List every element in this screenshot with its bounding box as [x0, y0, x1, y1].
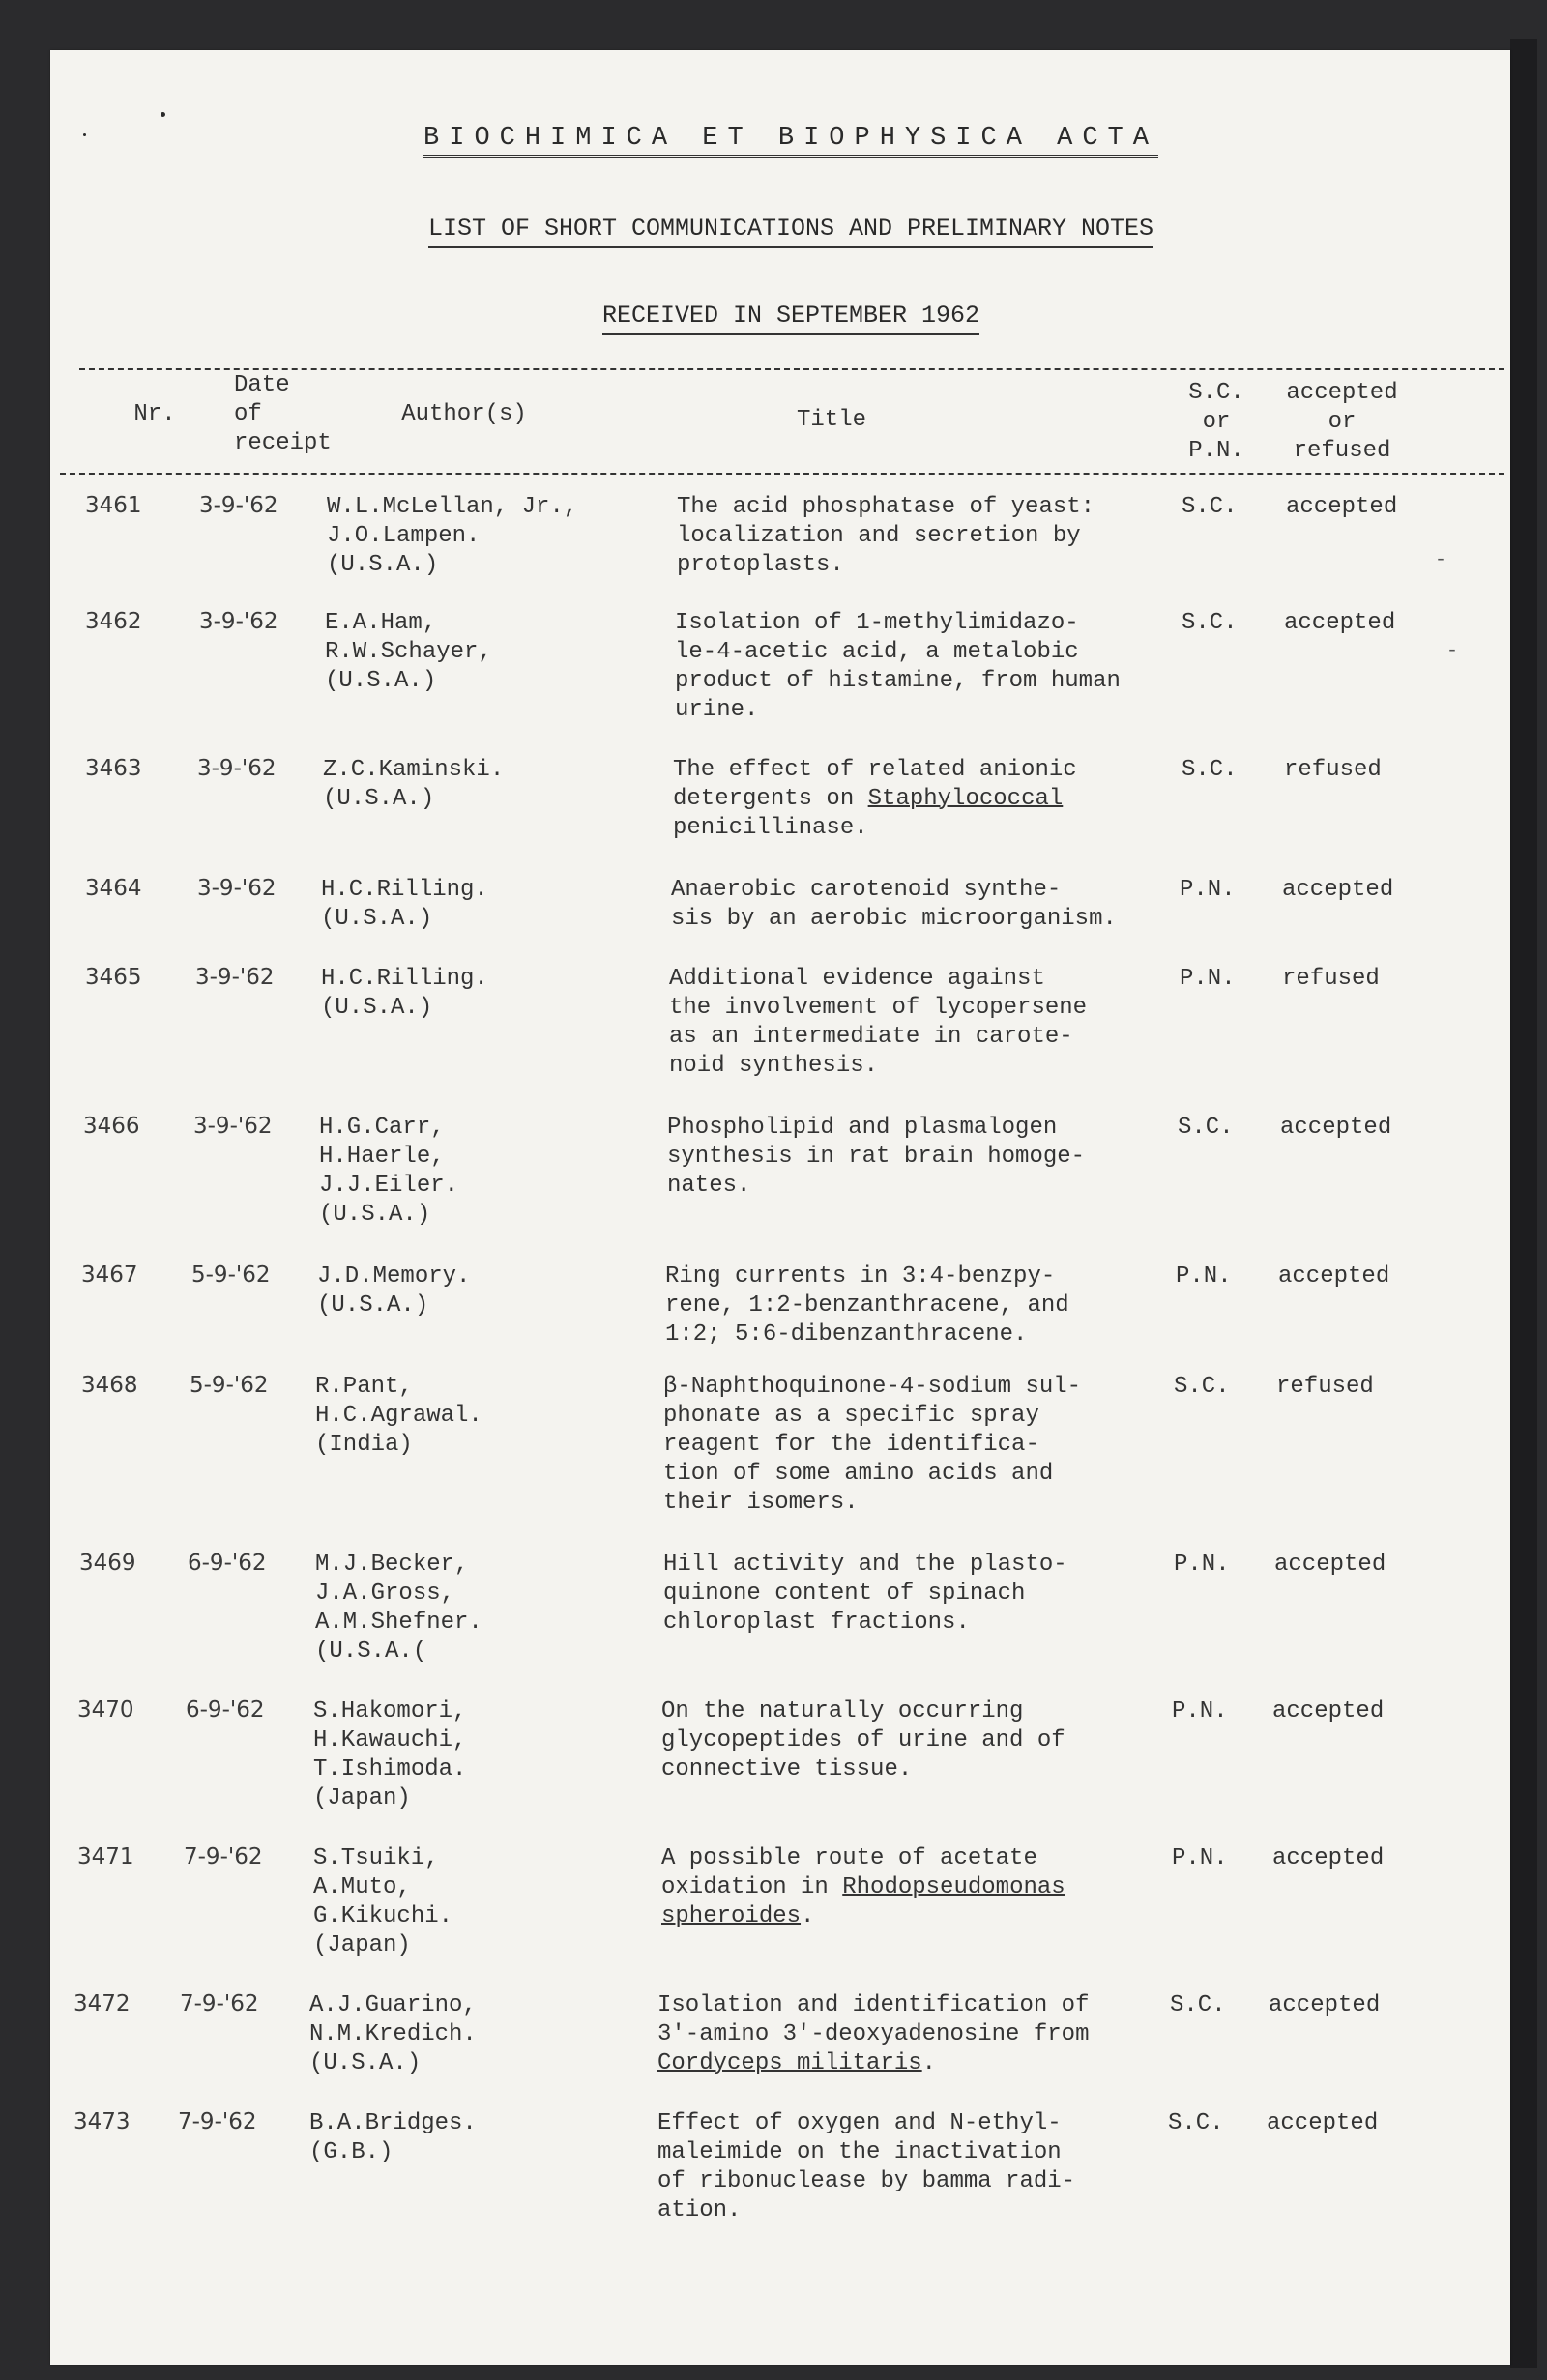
row-title [657, 2109, 1075, 2225]
title-organism: Rhodopseudomonas [842, 1874, 1065, 1901]
row-status: accepted [1278, 1263, 1390, 1290]
row-status: accepted [1284, 610, 1396, 636]
title-organism: Staphylococcal [867, 786, 1064, 812]
margin-mark: - [1446, 640, 1459, 662]
title-text: Phospholipid and plasmalogen synthesis in rat brain homoge- nates. [667, 1115, 1086, 1199]
row-date: 7-9-'62 [178, 2109, 257, 2134]
row-type: S.C. [1182, 757, 1238, 783]
title-text: On the naturally occurring glycopeptides of urine and of connective tissue. [661, 1698, 1065, 1783]
row-status: accepted [1286, 494, 1398, 520]
column-header-type: S.C. or P.N. [1188, 380, 1244, 464]
row-date: 3-9-'62 [199, 609, 278, 634]
row-status: accepted [1269, 1992, 1381, 2018]
row-title [661, 1698, 1065, 1785]
row-status: refused [1276, 1374, 1374, 1400]
column-header-status: accepted or refused [1286, 380, 1398, 464]
row-authors: Z.C.Kaminski. (U.S.A.) [323, 757, 505, 812]
row-date: 3-9-'62 [197, 876, 277, 901]
column-header-date: Date of receipt [234, 372, 332, 456]
row-date: 5-9-'62 [190, 1373, 269, 1398]
title-text: Anaerobic carotenoid synthe- sis by an aerobic microorganism. [671, 877, 1117, 932]
title-text: The effect of related anionic detergents on [673, 757, 1077, 812]
row-type: P.N. [1176, 1263, 1232, 1290]
row-type: P.N. [1180, 877, 1236, 903]
margin-mark: - [1435, 549, 1447, 571]
title-text: . [801, 1903, 815, 1930]
row-title [661, 1844, 1065, 1931]
row-date: 6-9-'62 [186, 1698, 265, 1723]
row-title [669, 965, 1087, 1081]
row-status: accepted [1267, 2110, 1379, 2136]
row-status: accepted [1274, 1552, 1386, 1578]
row-title [667, 1114, 1085, 1201]
row-date: 7-9-'62 [180, 1991, 259, 2017]
row-title [663, 1551, 1067, 1638]
title-text: penicillinase. [673, 815, 868, 841]
row-authors: W.L.McLellan, Jr., J.O.Lampen. (U.S.A.) [327, 494, 578, 578]
row-title [657, 1991, 1089, 2078]
column-header-title: Title [796, 407, 866, 433]
background-edge [1510, 39, 1537, 2368]
row-title [675, 609, 1121, 725]
row-number: 3467 [81, 1263, 138, 1288]
row-date: 3-9-'62 [195, 965, 275, 990]
table-top-rule [79, 368, 1504, 370]
table-header-rule [60, 473, 1504, 475]
title-text: Effect of oxygen and N-ethyl- maleimide on the inactivation of ribonuclease by bamma radi- ation. [657, 2110, 1076, 2223]
row-number: 3465 [85, 965, 142, 990]
journal-title: BIOCHIMICA ET BIOPHYSICA ACTA [17, 124, 1547, 153]
column-header-authors: Author(s) [401, 401, 527, 427]
row-number: 3461 [85, 493, 142, 518]
row-number: 3463 [85, 756, 142, 781]
title-text: . [921, 2050, 937, 2076]
row-authors: A.J.Guarino, N.M.Kredich. (U.S.A.) [309, 1992, 477, 2076]
title-text: β-Naphthoquinone-4-sodium sul- phonate as a specific spray reagent for the identifica- tion of some amino acids and their isomers. [663, 1374, 1082, 1516]
row-type: P.N. [1172, 1845, 1228, 1872]
row-date: 3-9-'62 [199, 493, 278, 518]
row-date: 7-9-'62 [184, 1844, 263, 1870]
row-type: S.C. [1178, 1115, 1234, 1141]
row-title [671, 876, 1117, 934]
row-authors: J.D.Memory. (U.S.A.) [317, 1263, 471, 1319]
row-date: 5-9-'62 [191, 1263, 271, 1288]
row-status: accepted [1282, 877, 1394, 903]
row-status: accepted [1272, 1845, 1385, 1872]
row-number: 3471 [77, 1844, 134, 1870]
title-text: Isolation and identification of 3'-amino 3'-deoxyadenosine from [657, 1992, 1090, 2047]
row-authors: M.J.Becker, J.A.Gross, A.M.Shefner. (U.S.A.( [315, 1552, 482, 1665]
row-title [677, 493, 1095, 580]
row-authors: E.A.Ham, R.W.Schayer, (U.S.A.) [325, 610, 492, 694]
row-authors: H.C.Rilling. (U.S.A.) [321, 877, 488, 932]
row-type: P.N. [1180, 966, 1236, 992]
row-number: 3469 [79, 1551, 136, 1576]
row-date: 3-9-'62 [197, 756, 277, 781]
received-heading: RECEIVED IN SEPTEMBER 1962 [17, 302, 1547, 330]
row-authors: H.G.Carr, H.Haerle, J.J.Eiler. (U.S.A.) [319, 1115, 459, 1228]
title-text: Hill activity and the plasto- quinone content of spinach chloroplast fractions. [663, 1552, 1067, 1636]
title-text: Ring currents in 3:4-benzpy- rene, 1:2-benzanthracene, and 1:2; 5:6-dibenzanthracene. [665, 1263, 1069, 1348]
paper-speck [161, 112, 165, 117]
row-date: 3-9-'62 [193, 1114, 273, 1139]
row-title [665, 1263, 1069, 1350]
list-title: LIST OF SHORT COMMUNICATIONS AND PRELIMINARY NOTES [17, 215, 1547, 243]
row-number: 3464 [85, 876, 142, 901]
row-type: S.C. [1168, 2110, 1224, 2136]
row-type: S.C. [1182, 494, 1238, 520]
row-number: 3468 [81, 1373, 138, 1398]
title-text: A possible route of acetate oxidation in [661, 1845, 1037, 1901]
row-authors: S.Hakomori, H.Kawauchi, T.Ishimoda. (Japan) [313, 1698, 467, 1812]
title-organism: Cordyceps militaris [657, 2050, 922, 2076]
row-number: 3462 [85, 609, 142, 634]
row-status: refused [1282, 966, 1380, 992]
row-authors: B.A.Bridges. (G.B.) [309, 2110, 477, 2165]
row-number: 3470 [77, 1698, 134, 1723]
row-type: S.C. [1182, 610, 1238, 636]
row-date: 6-9-'62 [188, 1551, 267, 1576]
row-authors: S.Tsuiki, A.Muto, G.Kikuchi. (Japan) [313, 1845, 453, 1959]
row-type: P.N. [1174, 1552, 1230, 1578]
row-type: P.N. [1172, 1698, 1228, 1725]
row-status: accepted [1280, 1115, 1392, 1141]
row-number: 3466 [83, 1114, 140, 1139]
row-authors: R.Pant, H.C.Agrawal. (India) [315, 1374, 482, 1458]
row-number: 3473 [73, 2109, 131, 2134]
title-text: Isolation of 1-methylimidazo- le-4-acetic acid, a metalobic product of histamine, from human urine. [675, 610, 1121, 723]
title-organism: spheroides [661, 1903, 802, 1930]
row-authors: H.C.Rilling. (U.S.A.) [321, 966, 488, 1021]
row-title [663, 1373, 1081, 1518]
row-status: refused [1284, 757, 1382, 783]
row-number: 3472 [73, 1991, 131, 2017]
column-header-nr: Nr. [133, 401, 176, 427]
row-status: accepted [1272, 1698, 1385, 1725]
title-text: The acid phosphatase of yeast: localization and secretion by protoplasts. [677, 494, 1095, 578]
row-type: S.C. [1174, 1374, 1230, 1400]
row-type: S.C. [1170, 1992, 1226, 2018]
title-text: Additional evidence against the involvement of lycopersene as an intermediate in carote- noid synthesis. [669, 966, 1088, 1079]
row-title [673, 756, 1077, 843]
